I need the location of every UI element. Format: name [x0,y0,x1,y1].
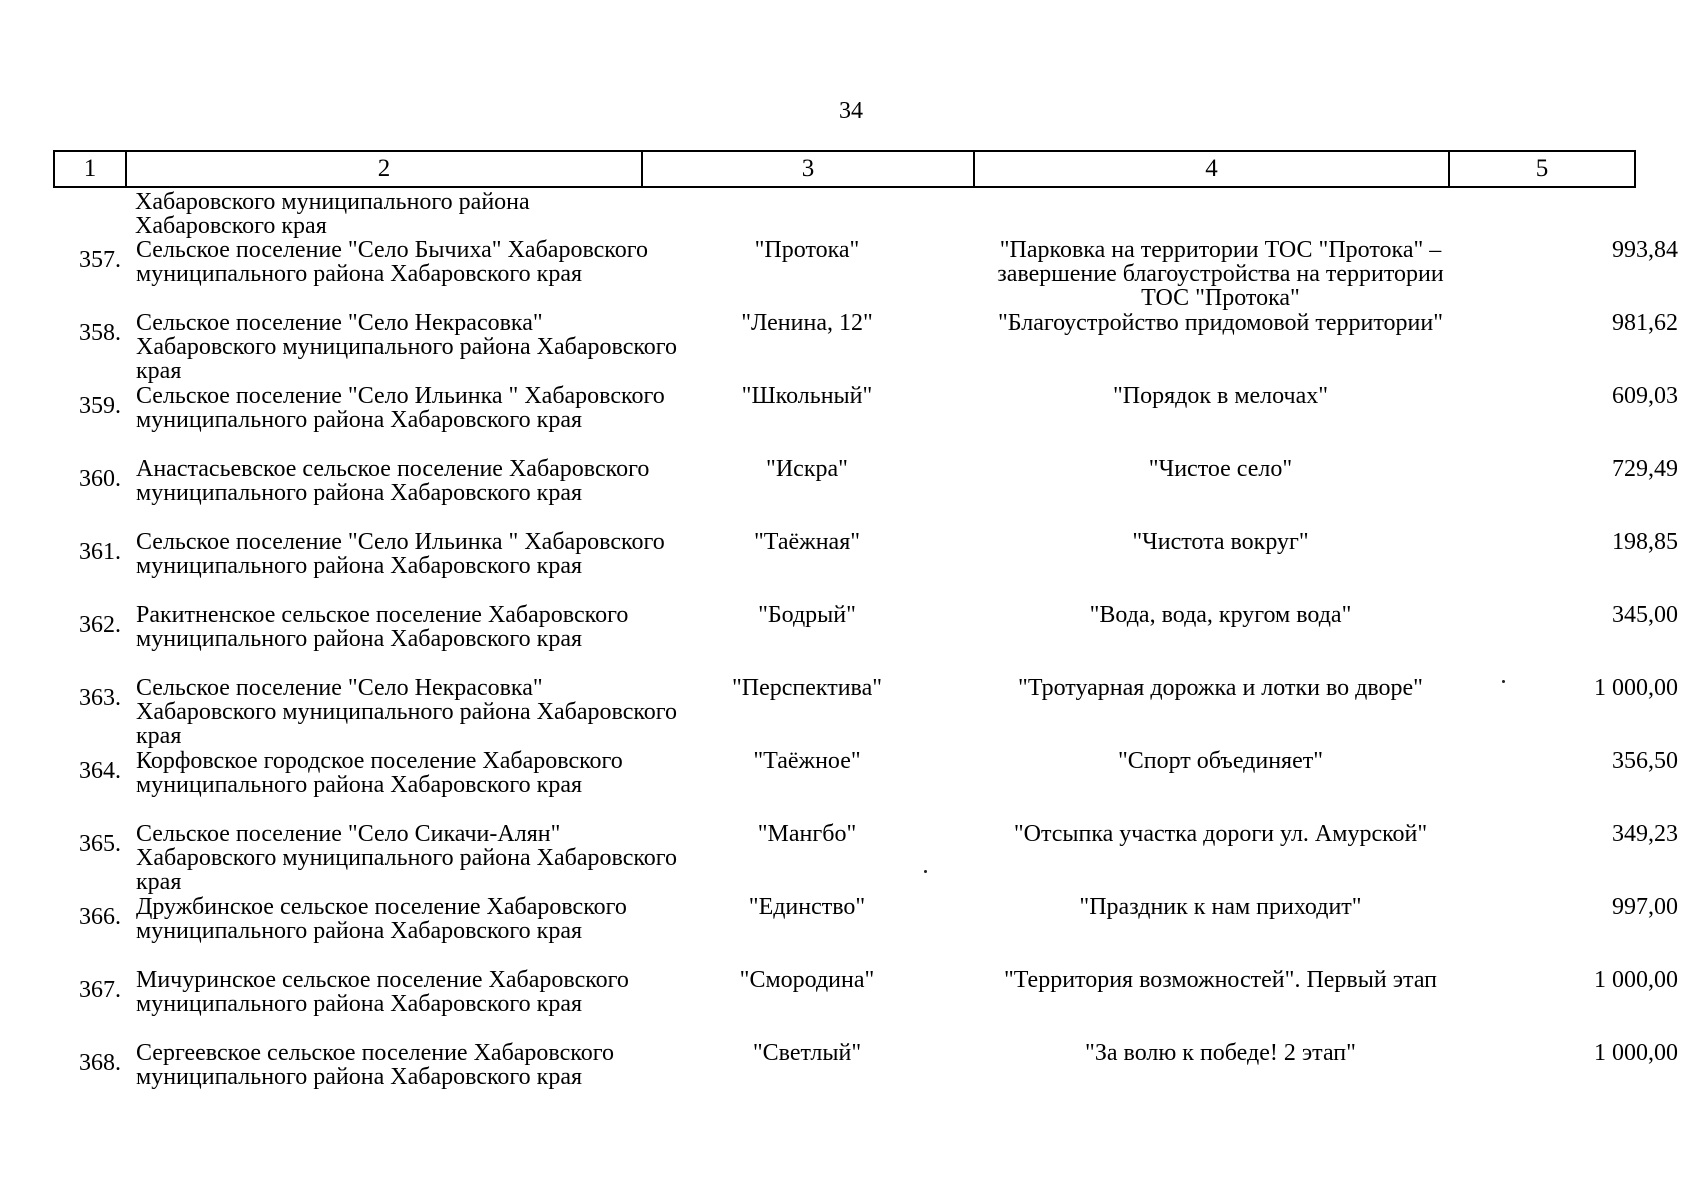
grant-sum: 729,49 [1612,456,1678,482]
row-number: 358. [79,320,121,346]
table-header [53,150,1636,188]
project-name: "Спорт объединяет" [1117,748,1324,774]
table-row [53,748,1678,822]
tos-name: "Ленина, 12" [741,310,873,336]
header-col-3: 3 [643,152,975,186]
grant-sum: 609,03 [1612,383,1678,409]
tos-name: "Перспектива" [731,675,883,701]
header-col-1: 1 [55,152,127,186]
table-row [53,1040,1678,1114]
row-number: 363. [79,685,121,711]
settlement-name: Корфовское городское поселение Хабаровского муниципального района Хабаровского края [136,748,623,798]
grant-sum: 356,50 [1612,748,1678,774]
grant-sum: 345,00 [1612,602,1678,628]
page-number: 34 [839,98,863,124]
project-name: "Чистота вокруг" [1132,529,1309,555]
carryover-text: Хабаровского муниципального района Хабаровского края [135,189,530,239]
tos-name: "Светлый" [752,1040,862,1066]
grant-sum: 198,85 [1612,529,1678,555]
settlement-name: Анастасьевское сельское поселение Хабаровского муниципального района Хабаровского края [136,456,650,506]
row-number: 361. [79,539,121,565]
settlement-name: Сельское поселение "Село Ильинка " Хабаровского муниципального района Хабаровского края [136,383,665,433]
tos-name: "Таёжное" [753,748,861,774]
settlement-name: Сельское поселение "Село Некрасовка" Хабаровского муниципального района Хабаровского края [136,310,678,384]
row-number: 359. [79,393,121,419]
row-number: 368. [79,1050,121,1076]
row-number: 367. [79,977,121,1003]
settlement-name: Мичуринское сельское поселение Хабаровского муниципального района Хабаровского края [136,967,629,1017]
grant-sum: 1 000,00 [1594,1040,1678,1066]
row-number: 366. [79,904,121,930]
table-row [53,821,1678,895]
settlement-name: Сергеевское сельское поселение Хабаровского муниципального района Хабаровского края [136,1040,614,1090]
grant-sum: 349,23 [1612,821,1678,847]
tos-name: "Мангбо" [757,821,857,847]
settlement-name: Сельское поселение "Село Ильинка " Хабаровского муниципального района Хабаровского края [136,529,665,579]
settlement-name: Сельское поселение "Село Сикачи-Алян" Хабаровского муниципального района Хабаровского края [136,821,678,895]
project-name: "Вода, вода, кругом вода" [1089,602,1352,628]
project-name: "Территория возможностей". Первый этап [1004,967,1437,993]
settlement-name: Сельское поселение "Село Бычиха" Хабаровского муниципального района Хабаровского края [136,237,648,287]
project-name: "Праздник к нам приходит" [1079,894,1362,920]
tos-name: "Смородина" [739,967,875,993]
grant-sum: 993,84 [1612,237,1678,263]
grant-sum: 981,62 [1612,310,1678,336]
tos-name: "Протока" [754,237,860,263]
scan-speck [1502,680,1505,683]
row-number: 360. [79,466,121,492]
header-col-4: 4 [975,152,1450,186]
table-row [53,237,1678,311]
settlement-name: Дружбинское сельское поселение Хабаровского муниципального района Хабаровского края [136,894,627,944]
project-name: "Парковка на территории ТОС "Протока" – завершение благоустройства на территории ТОС "Протока" [997,237,1444,311]
header-col-5: 5 [1535,155,1549,182]
table-row [53,967,1678,1041]
table-row [53,675,1678,749]
tos-name: "Бодрый" [758,602,856,628]
project-name: "Тротуарная дорожка и лотки во дворе" [1018,675,1423,701]
tos-name: "Школьный" [741,383,873,409]
tos-name: "Таёжная" [753,529,861,555]
project-name: "Чистое село" [1148,456,1293,482]
table-row [53,602,1678,676]
table-row [53,383,1678,457]
grant-sum: 997,00 [1612,894,1678,920]
header-col-2: 2 [127,152,643,186]
table-row [53,310,1678,384]
project-name: "За волю к победе! 2 этап" [1085,1040,1356,1066]
row-number: 357. [79,247,121,273]
table-row [53,894,1678,968]
tos-name: "Единство" [748,894,866,920]
table-row [53,456,1678,530]
project-name: "Порядок в мелочах" [1112,383,1329,409]
settlement-name: Ракитненское сельское поселение Хабаровского муниципального района Хабаровского края [136,602,629,652]
table-body [53,237,1678,1114]
settlement-name: Сельское поселение "Село Некрасовка" Хабаровского муниципального района Хабаровского края [136,675,678,749]
row-number: 362. [79,612,121,638]
project-name: "Благоустройство придомовой территории" [997,310,1444,336]
grant-sum: 1 000,00 [1594,675,1678,701]
grant-sum: 1 000,00 [1594,967,1678,993]
project-name: "Отсыпка участка дороги ул. Амурской" [1013,821,1428,847]
tos-name: "Искра" [766,456,848,482]
scan-speck [924,870,927,873]
row-number: 364. [79,758,121,784]
row-number: 365. [79,831,121,857]
table-row [53,529,1678,603]
